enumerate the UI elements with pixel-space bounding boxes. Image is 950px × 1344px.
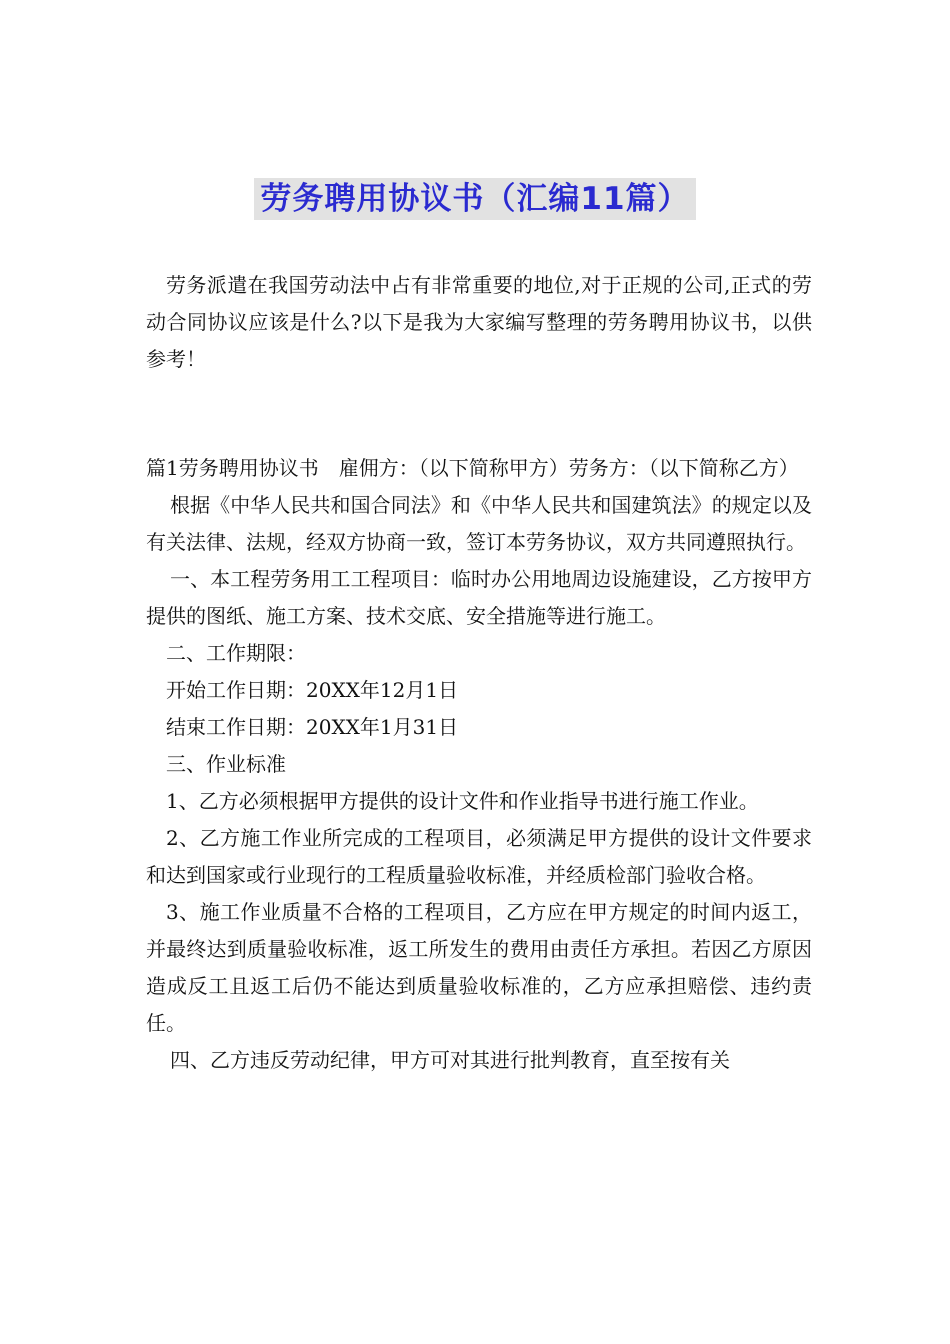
body-paragraph: 结束工作日期：20XX年1月31日 [166, 715, 459, 739]
body-paragraph: 三、作业标准 [166, 752, 286, 776]
document-title: 劳务聘用协议书（汇编11篇） [254, 178, 695, 220]
body-paragraph: 根据《中华人民共和国合同法》和《中华人民共和国建筑法》的规定以及有关法律、法规，经双方协商一致，签订本劳务协议，双方共同遵照执行。 [146, 493, 812, 554]
intro-paragraph: 劳务派遣在我国劳动法中占有非常重要的地位,对于正规的公司,正式的劳动合同协议应该是什么?以下是我为大家编写整理的劳务聘用协议书，以供参考！ [146, 273, 812, 371]
body-paragraph: 开始工作日期：20XX年12月1日 [166, 678, 459, 702]
body-paragraph: 1、乙方必须根据甲方提供的设计文件和作业指导书进行施工作业。 [166, 789, 759, 813]
body-paragraph: 一、本工程劳务用工工程项目：临时办公用地周边设施建设，乙方按甲方提供的图纸、施工方案、技术交底、安全措施等进行施工。 [146, 567, 812, 628]
body-paragraph: 2、乙方施工作业所完成的工程项目，必须满足甲方提供的设计文件要求和达到国家或行业现行的工程质量验收标准，并经质检部门验收合格。 [146, 826, 812, 887]
title-container [0, 178, 950, 220]
body-paragraph: 二、工作期限： [166, 641, 306, 665]
body-paragraph: 3、施工作业质量不合格的工程项目，乙方应在甲方规定的时间内返工，并最终达到质量验收标准，返工所发生的费用由责任方承担。若因乙方原因造成反工且返工后仍不能达到质量验收标准的，乙方应承担赔偿、违约责任。 [146, 900, 812, 1035]
agreement-body [146, 450, 812, 1079]
body-paragraph: 四、乙方违反劳动纪律，甲方可对其进行批判教育，直至按有关 [170, 1048, 730, 1072]
intro-section [146, 267, 812, 378]
section-heading-paragraph: 篇1劳务聘用协议书 雇佣方：（以下简称甲方）劳务方：（以下简称乙方） [146, 456, 799, 480]
